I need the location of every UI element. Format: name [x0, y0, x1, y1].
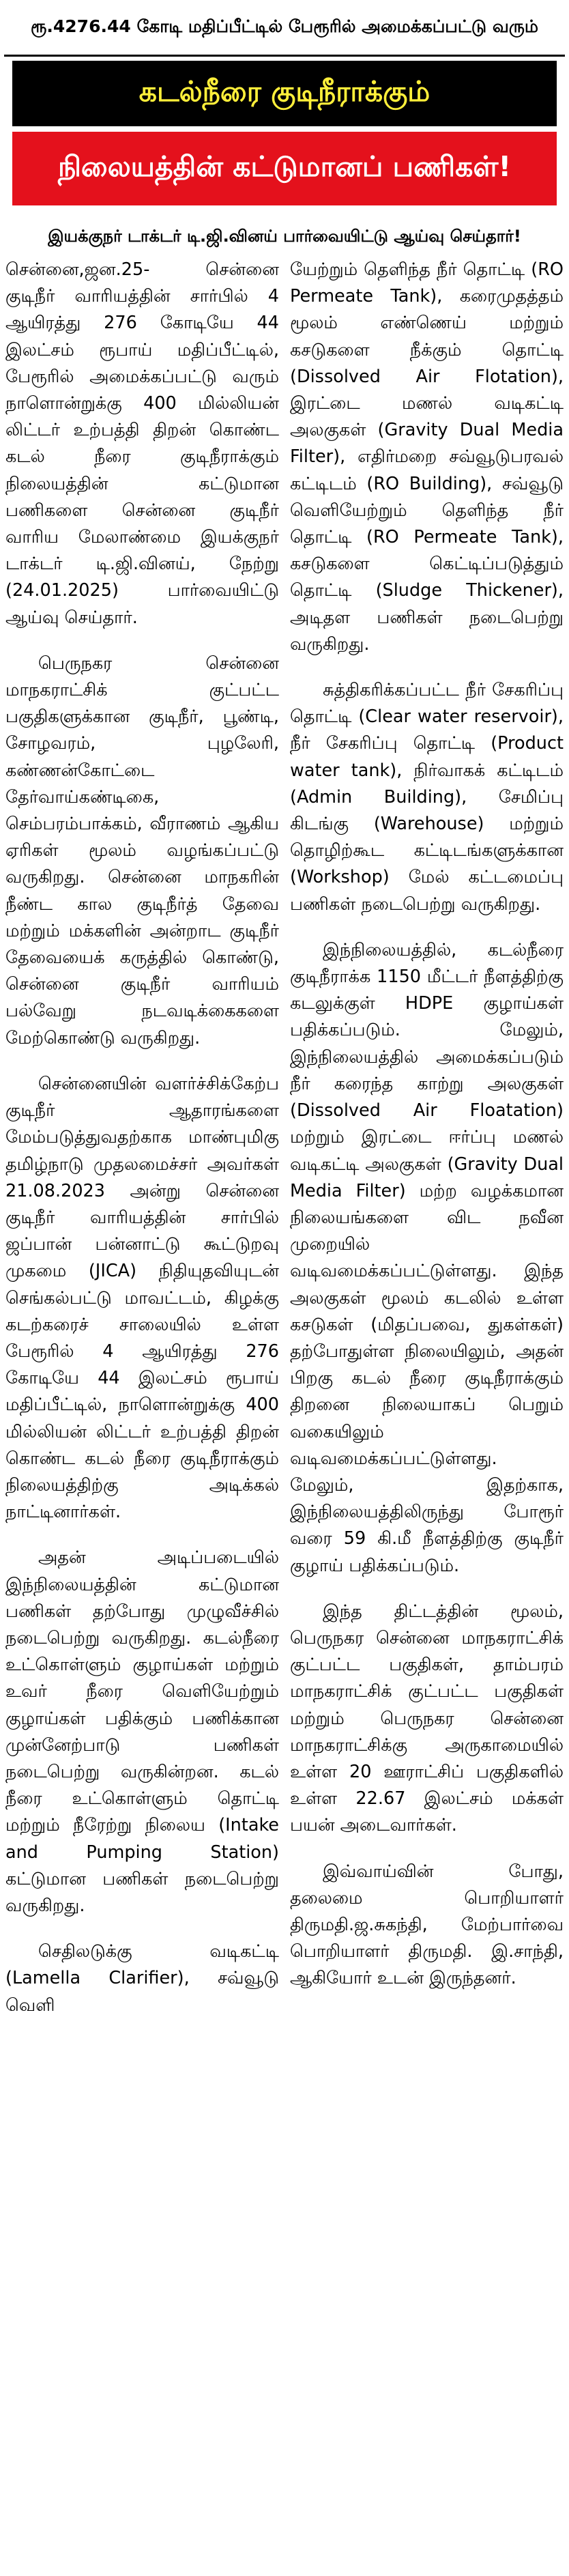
- paragraph: சுத்திகரிக்கப்பட்ட நீர் சேகரிப்பு தொட்டி (Clear water reservoir), நீர் சேகரிப்பு தொட்டி (Product water tank), நிர்வாகக் கட்டிடம் (Admin Building), சேமிப்பு கிடங்கு (Warehouse) மற்றும் தொழிற்கூட கட்டிடங்களுக்கான (Workshop) மேல் கட்டமைப்பு பணிகள் நடைபெற்று வருகிறது.: [290, 680, 564, 915]
- paragraph: சென்னையின் வளர்ச்சிக்கேற்ப குடிநீர் ஆதாரங்களை மேம்படுத்துவதற்காக மாண்புமிகு தமிழ்நாடு முதலமைச்சர் அவர்கள் 21.08.2023 அன்று சென்னை குடிநீர் வாரியத்தின் சார்பில் ஜப்பான் பன்னாட்டு கூட்டுறவு முகமை (JICA) நிதியுதவியுடன் செங்கல்பட்டு மாவட்டம், கிழக்கு கடற்கரைச் சாலையில் உள்ள பேரூரில் 4 ஆயிரத்து 276 கோடியே 44 இலட்சம் ரூபாய் மதிப்பீட்டில், நாளொன்றுக்கு 400 மில்லியன் லிட்டர் உற்பத்தி திறன் கொண்ட கடல் நீரை குடிநீராக்கும் நிலையத்திற்கு அடிக்கல் நாட்டினார்கள்.: [5, 1073, 279, 1523]
- paragraph: இந்த திட்டத்தின் மூலம், பெருநகர சென்னை மாநகராட்சிக் குட்பட்ட பகுதிகள், தாம்பரம் மாநகராட்சிக் குட்பட்ட பகுதிகள் மற்றும் பெருநகர சென்னை மாநகராட்சிக்கு அருகாமையில் உள்ள 20 ஊராட்சிப் பகுதிகளில் உள்ள 22.67 இலட்சம் மக்கள் பயன் அடைவார்கள்.: [290, 1601, 564, 1836]
- paragraph: இவ்வாய்வின் போது, தலைமை பொறியாளர் திருமதி.ஜ.சுகந்தி, மேற்பார்வை பொறியாளர் திருமதி. இ.சாந்தி, ஆகியோர் உடன் இருந்தனர்.: [290, 1861, 564, 1989]
- headline-line-1: கடல்நீரை குடிநீராக்கும்: [138, 75, 431, 108]
- subheadline: இயக்குநர் டாக்டர் டி.ஜி.வினய் பார்வையிட்டு ஆய்வு செய்தார்!: [48, 226, 521, 246]
- paragraph: செதிலடுக்கு வடிகட்டி (Lamella Clarifier), சவ்வூடு வெளி: [5, 1941, 279, 2016]
- paragraph: யேற்றும் தெளிந்த நீர் தொட்டி (RO Permeate Tank), கரைமுதத்தம் மூலம் எண்ணெய் மற்றும் கசடுகளை நீக்கும் தொட்டி (Dissolved Air Flotation), இரட்டை மணல் வடிகட்டி அலகுகள் (Gravity Dual Media Filter), எதிர்மறை சவ்வூடுபரவல் கட்டிடம் (RO Building), சவ்வூடு வெளியேற்றும் தெளிந்த நீர் தொட்டி (RO Permeate Tank), கசடுகளை கெட்டிப்படுத்தும் தொட்டி (Sludge Thickener), அடிதள பணிகள் நடைபெற்று வருகிறது.: [290, 259, 564, 655]
- kicker-headline: ரூ.4276.44 கோடி மதிப்பீட்டில் பேரூரில் அமைக்கப்பட்டு வரும்: [4, 0, 565, 57]
- paragraph: சென்னை,ஜன.25- சென்னை குடிநீர் வாரியத்தின் சார்பில் 4 ஆயிரத்து 276 கோடியே 44 இலட்சம் ரூபாய் மதிப்பீட்டில், பேரூரில் அமைக்கப்பட்டு வரும் நாளொன்றுக்கு 400 மில்லியன் லிட்டர் உற்பத்தி திறன் கொண்ட கடல் நீரை குடிநீராக்கும் நிலையத்தின் கட்டுமான பணிகளை சென்னை குடிநீர் வாரிய மேலாண்மை இயக்குநர் டாக்டர் டி.ஜி.வினய், நேற்று (24.01.2025) பார்வையிட்டு ஆய்வு செய்தார்.: [5, 259, 279, 628]
- paragraph: அதன் அடிப்படையில் இந்நிலையத்தின் கட்டுமான பணிகள் தற்போது முழுவீச்சில் நடைபெற்று வருகிறது. கடல்நீரை உட்கொள்ளும் குழாய்கள் மற்றும் உவர் நீரை வெளியேற்றும் குழாய்கள் பதிக்கும் பணிக்கான முன்னேற்பாடு பணிகள் நடைபெற்று வருகின்றன. கடல் நீரை உட்கொள்ளும் தொட்டி மற்றும் நீரேற்று நிலைய (Intake and Pumping Station) கட்டுமான பணிகள் நடைபெற்று வருகிறது.: [5, 1547, 279, 1916]
- right-column: [290, 257, 564, 2576]
- paragraph: இந்நிலையத்தில், கடல்நீரை குடிநீராக்க 1150 மீட்டர் நீளத்திற்கு கடலுக்குள் HDPE குழாய்கள் பதிக்கப்படும். மேலும், இந்நிலையத்தில் அமைக்கப்படும் நீர் கரைந்த காற்று அலகுகள் (Dissolved Air Floatation) மற்றும் இரட்டை ஈர்ப்பு மணல் வடிகட்டி அலகுகள் (Gravity Dual Media Filter) மற்ற வழக்கமான நிலையங்களை விட நவீன முறையில் வடிவமைக்கப்பட்டுள்ளது. இந்த அலகுகள் மூலம் கடலில் உள்ள கசடுகள் (மிதப்பவை, துகள்கள்) தற்போதுள்ள நிலையிலும், அதன் பிறகு கடல் நீரை குடிநீராக்கும் திறனை நிலையாகப் பெறும் வகையிலும் வடிவமைக்கப்பட்டுள்ளது. மேலும், இதற்காக, இந்நிலையத்திலிருந்து போரூர் வரை 59 கி.மீ நீளத்திற்கு குடிநீர் குழாய் பதிக்கப்படும்.: [290, 939, 564, 1576]
- article-body: [5, 257, 564, 2576]
- paragraph: பெருநகர சென்னை மாநகராட்சிக் குட்பட்ட பகுதிகளுக்கான குடிநீர், பூண்டி, சோழவரம், புழலேரி, கண்ணன்கோட்டை தேர்வாய்கண்டிகை, செம்பரம்பாக்கம், வீராணம் ஆகிய ஏரிகள் மூலம் வழங்கப்பட்டு வருகிறது. சென்னை மாநகரின் நீண்ட கால குடிநீர்த் தேவை மற்றும் மக்களின் அன்றாட குடிநீர் தேவையைக் கருத்தில் கொண்டு, சென்னை குடிநீர் வாரியம் பல்வேறு நடவடிக்கைகளை மேற்கொண்டு வருகிறது.: [5, 653, 279, 1048]
- left-column: [5, 257, 279, 2576]
- headline-banner-black: [12, 61, 557, 126]
- headline-banner-red: [12, 132, 557, 205]
- headline-line-2: நிலையத்தின் கட்டுமானப் பணிகள்!: [57, 150, 512, 183]
